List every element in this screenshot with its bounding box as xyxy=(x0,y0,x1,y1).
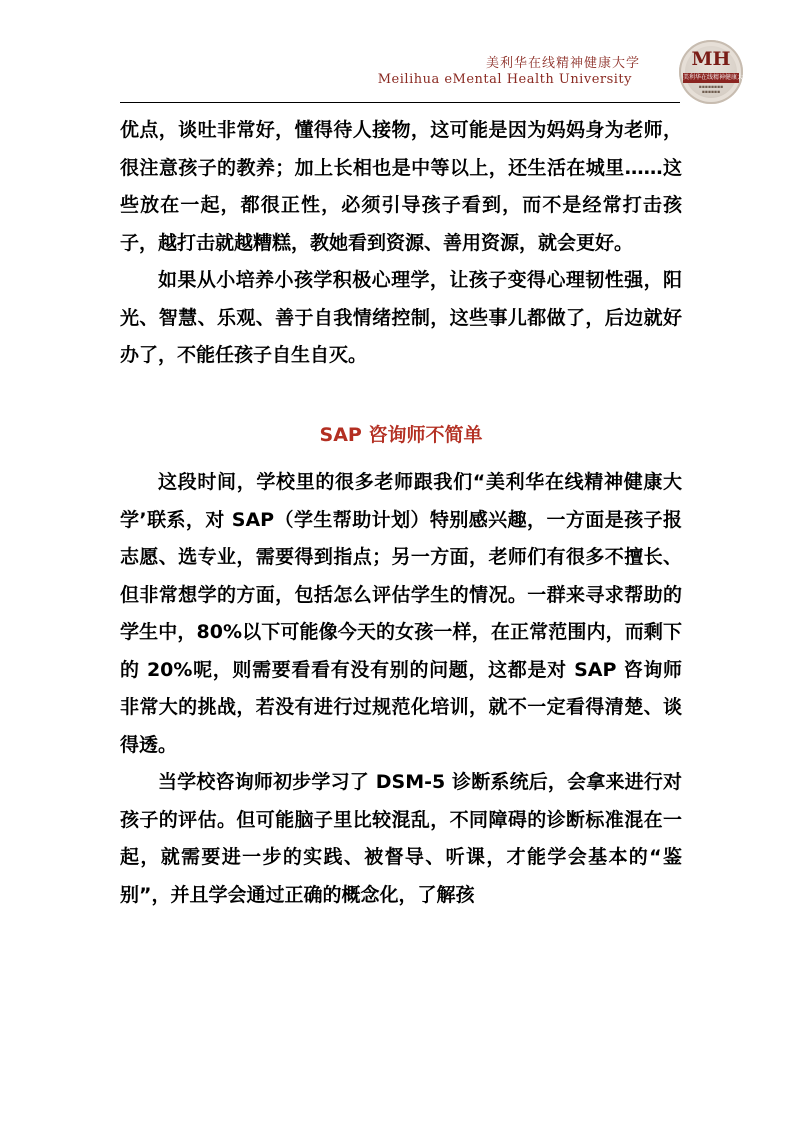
document-body xyxy=(120,112,682,914)
logo-letters: MH xyxy=(691,48,731,70)
paragraph: 当学校咨询师初步学习了 DSM-5 诊断系统后，会拿来进行对孩子的评估。但可能脑子里比较混乱，不同障碍的诊断标准混在一起，就需要进一步的实践、被督导、听课，才能学会基本的“鉴别”，并且学会通过正确的概念化，了解孩 xyxy=(120,771,682,906)
logo-band-text: 美利华在线精神健康大学 xyxy=(683,74,750,81)
page-header xyxy=(0,0,800,105)
university-name-cn: 美利华在线精神健康大学 xyxy=(485,56,640,71)
university-name-en: Meilihua eMental Health University xyxy=(377,72,632,87)
paragraph: 这段时间，学校里的很多老师跟我们“美利华在线精神健康大学’联系，对 SAP（学生帮助计划）特别感兴趣，一方面是孩子报志愿、选专业，需要得到指点；另一方面，老师们有很多不擅长、但非常想学的方面，包括怎么评估学生的情况。一群来寻求帮助的学生中，80%以下可能像今天的女孩一样，在正常范围内，而剩下的 20%呢，则需要看看有没有别的问题，这都是对 SAP 咨询师非常大的挑战，若没有进行过规范化培训，就不一定看得清楚、谈得透。 xyxy=(120,471,682,756)
section-heading: SAP 咨询师不简单 xyxy=(319,423,483,446)
university-logo xyxy=(679,40,750,104)
header-divider xyxy=(120,102,680,103)
paragraph-continuation: 优点，谈吐非常好，懂得待人接物，这可能是因为妈妈身为老师，很注意孩子的教养；加上长相也是中等以上，还生活在城里……这些放在一起，都很正性，必须引导孩子看到，而不是经常打击孩子，越打击就越糟糕，教她看到资源、善用资源，就会更好。 xyxy=(120,119,682,254)
logo-small-print: ▪▪▪▪▪▪▪▪ ▪▪▪▪▪▪ xyxy=(698,85,724,95)
paragraph: 如果从小培养小孩学积极心理学，让孩子变得心理韧性强，阳光、智慧、乐观、善于自我情绪控制，这些事儿都做了，后边就好办了，不能任孩子自生自灭。 xyxy=(120,269,682,366)
